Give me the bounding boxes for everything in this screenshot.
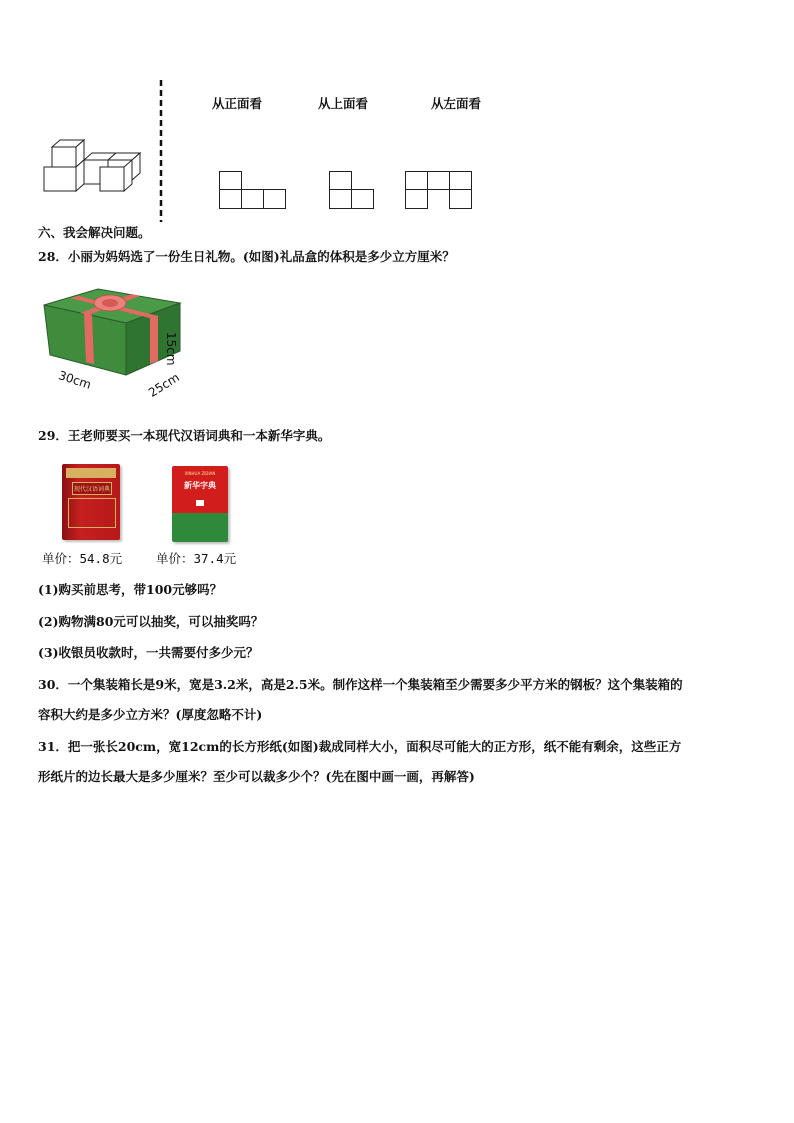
- question-30-line1: 30．一个集装箱长是9米，宽是3.2米，高是2.5米。制作这样一个集装箱至少需要多少平方米的钢板？这个集装箱的: [38, 677, 683, 692]
- question-29-text: 29．王老师要买一本现代汉语词典和一本新华字典。: [38, 428, 331, 443]
- book2-price: 单价：37.4元: [156, 551, 237, 566]
- xinhua-dictionary-image: [172, 466, 228, 542]
- dimension-width: 25cm: [146, 370, 182, 400]
- question-29-sub1: (1)购买前思考，带100元够吗？: [38, 582, 223, 597]
- cube-stack-figure: [40, 130, 145, 200]
- section-heading: 六、我会解决问题。: [38, 225, 151, 240]
- question-28-text: 28．小丽为妈妈选了一份生日礼物。(如图)礼品盒的体积是多少立方厘米？: [38, 249, 455, 264]
- left-view-grid: [405, 171, 475, 211]
- question-31-line1: 31．把一张长20cm，宽12cm的长方形纸(如图)裁成同样大小，面积尽可能大的正方形，纸不能有剩余，这些正方: [38, 739, 682, 754]
- dimension-length: 30cm: [56, 368, 93, 392]
- top-view-label: 从上面看: [318, 96, 369, 111]
- dashed-divider: [158, 80, 164, 222]
- modern-chinese-dictionary-image: [62, 464, 120, 540]
- question-31-line2: 形纸片的边长最大是多少厘米？至少可以裁多少个？(先在图中画一画，再解答): [38, 769, 475, 784]
- book1-price: 单价：54.8元: [42, 551, 123, 566]
- front-view-grid: [219, 171, 289, 211]
- book2-cover-pinyin: XINHUA ZIDIAN: [184, 471, 216, 476]
- question-29-sub3: (3)收银员收款时，一共需要付多少元？: [38, 645, 259, 660]
- question-30-line2: 容积大约是多少立方米？(厚度忽略不计): [38, 707, 263, 722]
- book1-cover-title: 现代汉语词典: [72, 482, 112, 495]
- front-view-label: 从正面看: [212, 96, 263, 111]
- question-29-sub2: (2)购物满80元可以抽奖，可以抽奖吗？: [38, 614, 264, 629]
- top-view-grid: [329, 171, 377, 211]
- left-view-label: 从左面看: [431, 96, 482, 111]
- dimension-height: 15cm: [164, 332, 178, 366]
- book2-cover-title: 新华字典: [184, 481, 216, 490]
